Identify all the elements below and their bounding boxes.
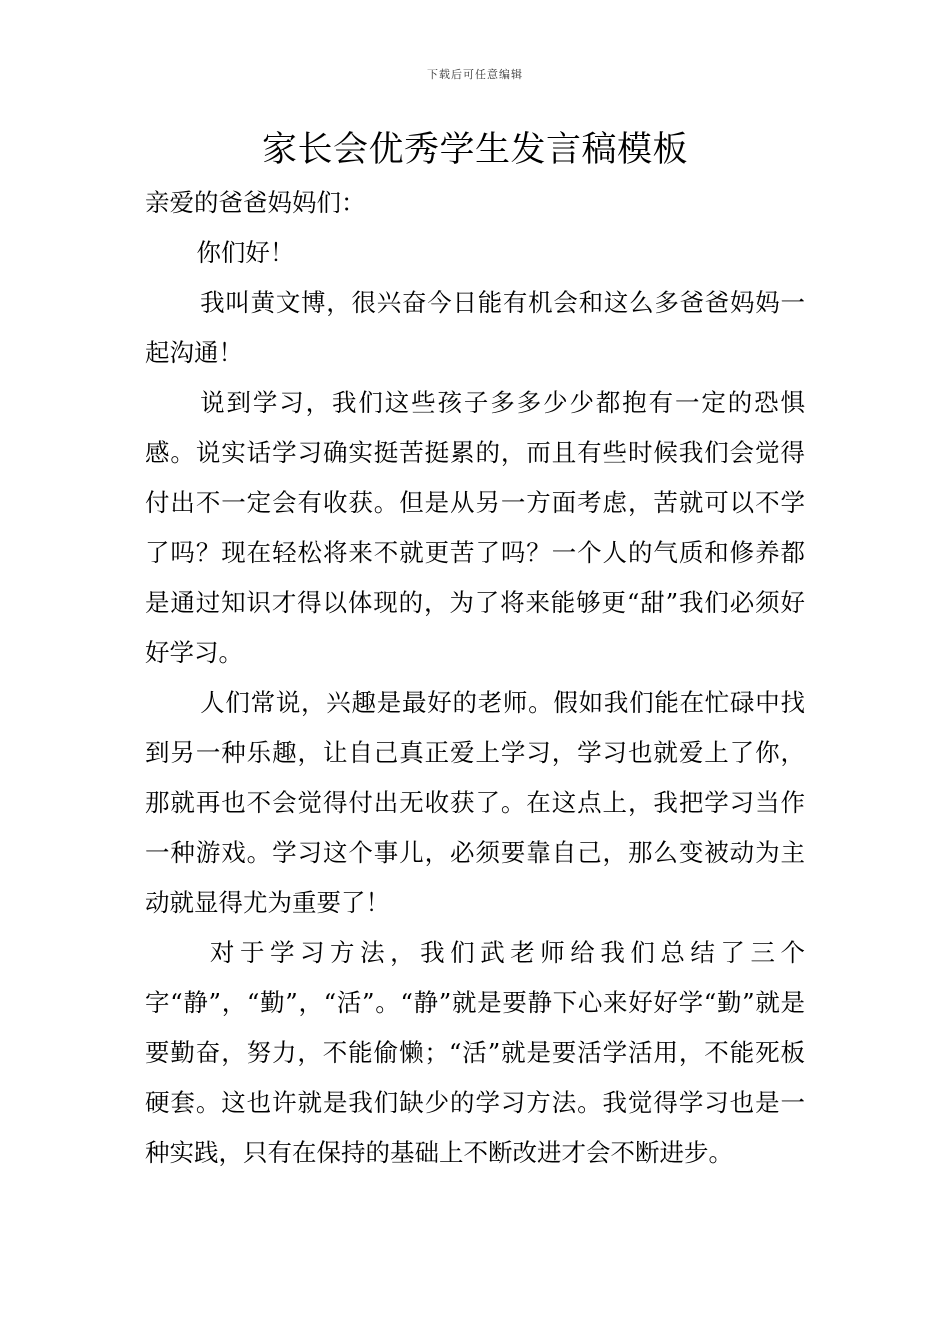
paragraph-learning-attitude: 说到学习，我们这些孩子多多少少都抱有一定的恐惧感。说实话学习确实挺苦挺累的，而且有些时候我们会觉得付出不一定会有收获。但是从另一方面考虑，苦就可以不学了吗？现在轻松将来不就更苦了吗？一个人的气质和修养都是通过知识才得以体现的，为了将来能够更“甜”我们必须好好学习。 bbox=[145, 388, 805, 667]
paragraph-introduction: 我叫黄文博，很兴奋今日能有机会和这么多爸爸妈妈一起沟通！ bbox=[145, 288, 805, 367]
greeting: 你们好！ bbox=[196, 238, 295, 267]
header-note: 下载后可任意编辑 bbox=[427, 68, 523, 81]
paragraph-study-method: 对于学习方法，我们武老师给我们总结了三个字“静”，“勤”，“活”。“静”就是要静下心来好好学“勤”就是要勤奋，努力，不能偷懒；“活”就是要活学活用，不能死板硬套。这也许就是我们缺少的学习方法。我觉得学习也是一种实践，只有在保持的基础上不断改进才会不断进步。 bbox=[145, 938, 805, 1167]
salutation: 亲爱的爸爸妈妈们： bbox=[145, 188, 366, 217]
document-title: 家长会优秀学生发言稿模板 bbox=[261, 130, 688, 170]
document-body bbox=[145, 178, 805, 1178]
paragraph-interest: 人们常说，兴趣是最好的老师。假如我们能在忙碌中找到另一种乐趣，让自己真正爱上学习，学习也就爱上了你，那就再也不会觉得付出无收获了。在这点上，我把学习当作一种游戏。学习这个事儿，必须要靠自己，那么变被动为主动就显得尤为重要了！ bbox=[145, 688, 805, 917]
